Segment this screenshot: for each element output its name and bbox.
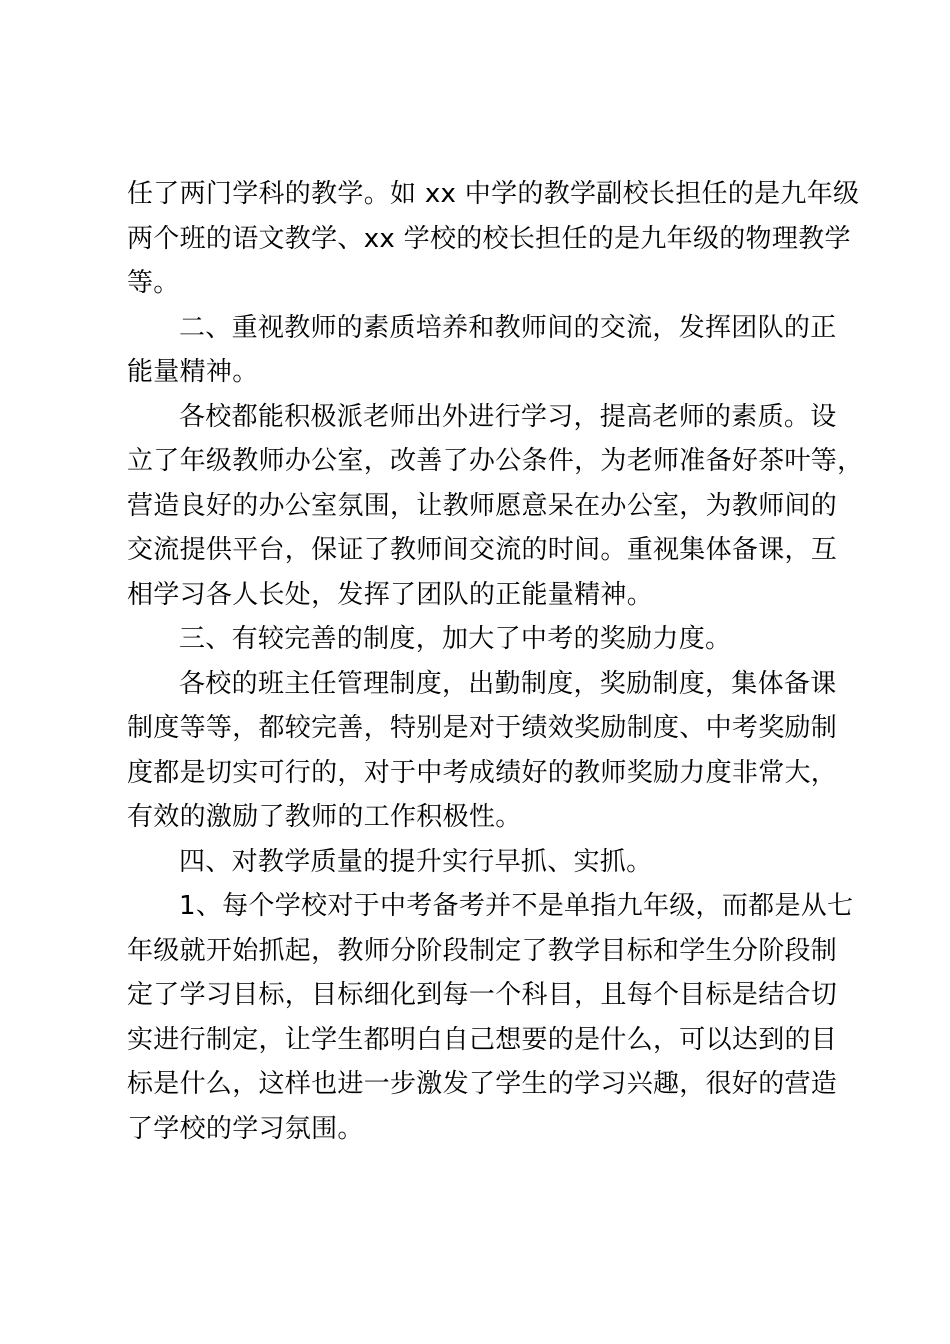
text-line: 度都是切实可行的，对于中考成绩好的教师奖励力度非常大，	[127, 757, 838, 788]
section-heading-2	[127, 306, 837, 395]
text-line: 二、重视教师的素质培养和教师间的交流，发挥团队的正	[179, 312, 837, 343]
text-line: 等。	[127, 268, 180, 298]
text-line: 1、每个学校对于中考备考并不是单指九年级，而都是从七	[179, 891, 854, 921]
text-line: 营造良好的办公室氛围，让教师愿意呆在办公室，为教师间的	[127, 490, 838, 521]
text-line: 各校的班主任管理制度，出勤制度，奖励制度，集体备课	[179, 668, 837, 699]
text-line: 四、对教学质量的提升实行早抓、实抓。	[179, 846, 653, 877]
paragraph-continuation	[127, 172, 860, 306]
text-line: 制度等等，都较完善，特别是对于绩效奖励制度、中考奖励制	[127, 713, 838, 743]
text-line: 相学习各人长处，发挥了团队的正能量精神。	[127, 579, 654, 610]
section-heading-4	[127, 840, 833, 885]
text-line: 有效的激励了教师的工作积极性。	[127, 802, 522, 832]
text-line: 了学校的学习氛围。	[127, 1113, 364, 1144]
section-heading-3	[127, 617, 833, 662]
text-line: 定了学习目标，目标细化到每一个科目，且每个目标是结合切	[127, 980, 838, 1010]
document-page	[127, 172, 864, 1151]
paragraph-early-start	[127, 884, 854, 1151]
text-line: 各校都能积极派老师出外进行学习，提高老师的素质。设	[179, 401, 837, 432]
text-line: 能量精神。	[127, 357, 259, 387]
paragraph-teacher-training	[127, 395, 864, 618]
text-line: 两个班的语文教学、xx 学校的校长担任的是九年级的物理教学	[127, 223, 851, 254]
text-line: 实进行制定，让学生都明白自己想要的是什么，可以达到的目	[127, 1024, 838, 1055]
text-line: 任了两门学科的教学。如 xx 中学的教学副校长担任的是九年级	[127, 179, 860, 209]
text-line: 标是什么，这样也进一步激发了学生的学习兴趣，很好的营造	[127, 1069, 838, 1099]
text-line: 年级就开始抓起，教师分阶段制定了教学目标和学生分阶段制	[127, 935, 838, 966]
text-line: 立了年级教师办公室，改善了办公条件，为老师准备好茶叶等，	[127, 446, 864, 476]
text-line: 三、有较完善的制度，加大了中考的奖励力度。	[179, 624, 732, 654]
text-line: 交流提供平台，保证了教师间交流的时间。重视集体备课，互	[127, 535, 838, 565]
paragraph-systems	[127, 662, 838, 840]
